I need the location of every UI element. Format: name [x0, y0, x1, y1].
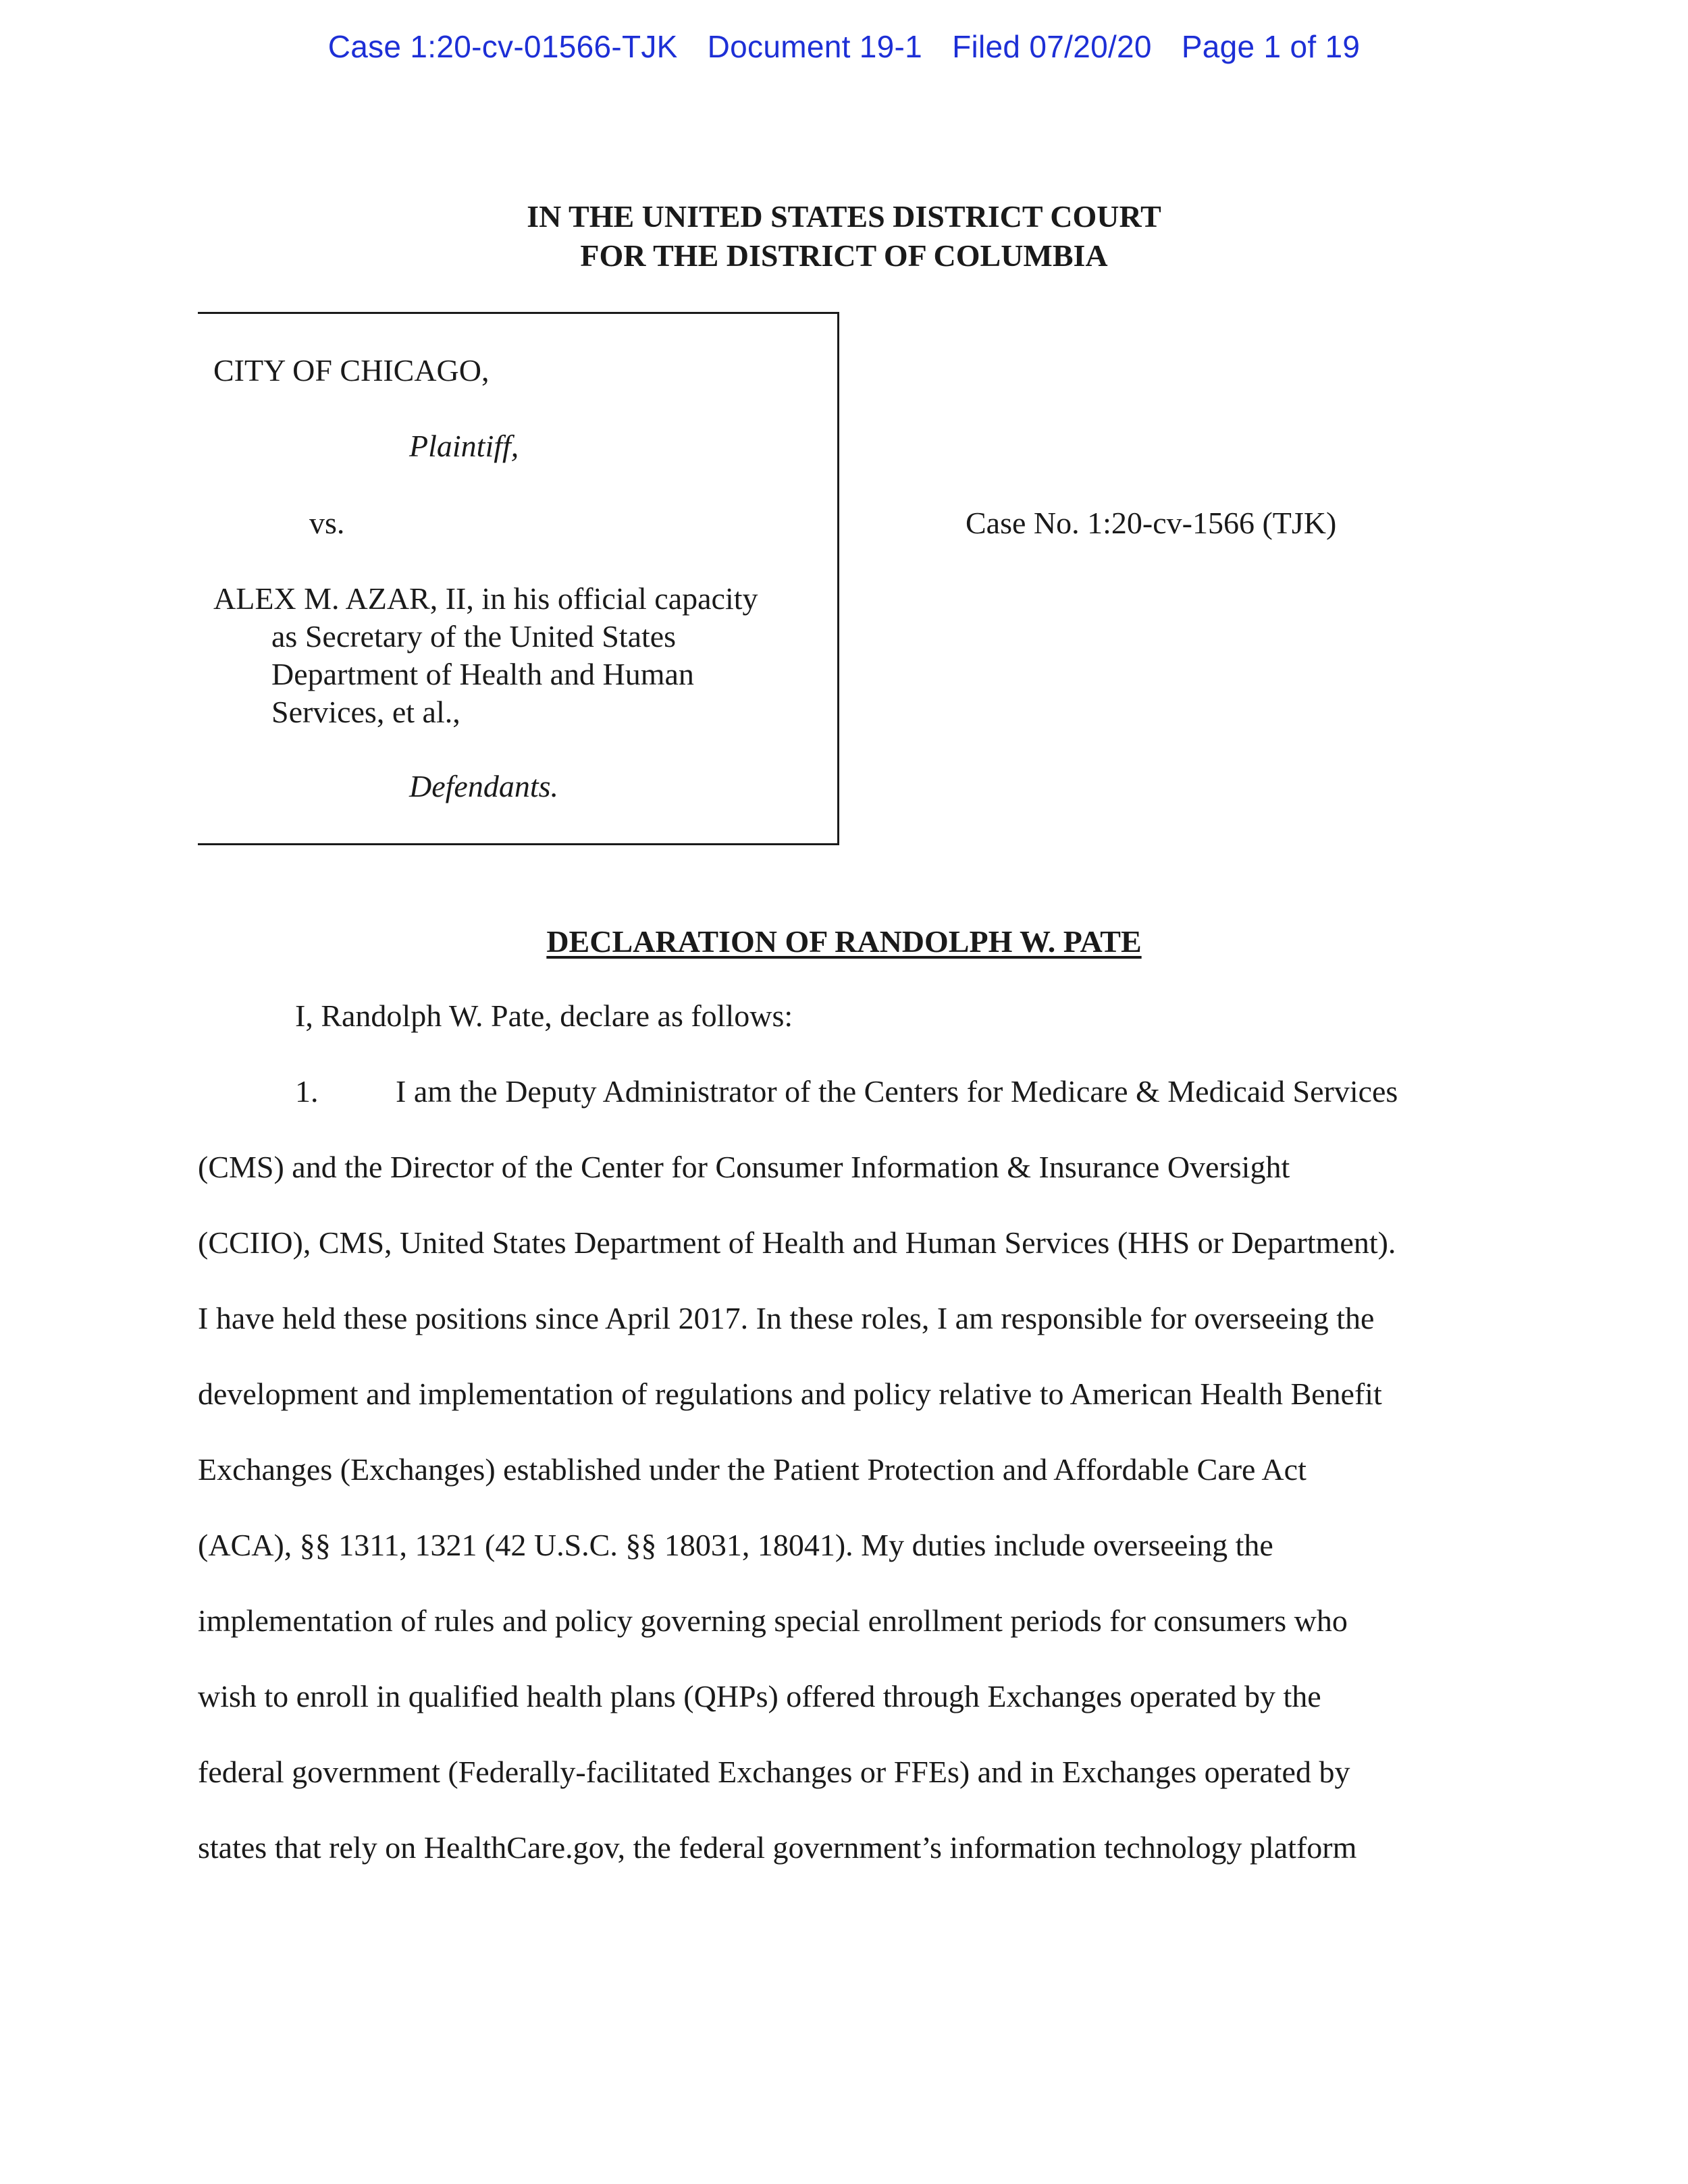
paragraph-line: wish to enroll in qualified health plans (QHPs) offered through Exchanges operated by the	[198, 1679, 1321, 1713]
paragraph-line: (ACA), §§ 1311, 1321 (42 U.S.C. §§ 18031, 18041). My duties include overseeing the	[198, 1528, 1273, 1562]
court-line-2: FOR THE DISTRICT OF COLUMBIA	[580, 238, 1108, 273]
paragraph-line: federal government (Federally-facilitated Exchanges or FFEs) and in Exchanges operated by	[198, 1755, 1350, 1789]
paragraph-line: Exchanges (Exchanges) established under the Patient Protection and Affordable Care Act	[198, 1452, 1307, 1487]
paragraph-number: 1.	[295, 1074, 319, 1109]
paragraph-line: development and implementation of regulations and policy relative to American Health Benefit	[198, 1377, 1382, 1411]
paragraph-line: (CMS) and the Director of the Center for Consumer Information & Insurance Oversight	[198, 1150, 1290, 1184]
paragraph-line: states that rely on HealthCare.gov, the federal government’s information technology platform	[198, 1830, 1357, 1865]
paragraph-first-line: I am the Deputy Administrator of the Centers for Medicare & Medicaid Services	[396, 1074, 1398, 1109]
paragraph-line: implementation of rules and policy governing special enrollment periods for consumers who	[198, 1603, 1348, 1638]
defendant-line-1: ALEX M. AZAR, II, in his official capacity	[213, 581, 758, 616]
case-number: Case No. 1:20-cv-1566 (TJK)	[966, 506, 1337, 540]
defendant-line-2: as Secretary of the United States	[271, 619, 677, 654]
declaration-intro: I, Randolph W. Pate, declare as follows:	[295, 998, 793, 1033]
versus-label: vs.	[309, 506, 345, 540]
filing-stamp	[0, 28, 1688, 65]
plaintiff-role: Plaintiff,	[409, 429, 519, 463]
case-caption-box	[198, 312, 839, 845]
stamp-page: Page 1 of 19	[1181, 29, 1361, 64]
stamp-filed: Filed 07/20/20	[952, 29, 1152, 64]
defendant-line-4: Services, et al.,	[271, 695, 460, 729]
paragraph-line: I have held these positions since April 2017. In these roles, I am responsible for overseeing the	[198, 1301, 1375, 1335]
stamp-case: Case 1:20-cv-01566-TJK	[327, 29, 678, 64]
court-title	[0, 197, 1688, 275]
stamp-document: Document 19-1	[707, 29, 923, 64]
declaration-title: DECLARATION OF RANDOLPH W. PATE	[546, 924, 1142, 959]
paragraph-line: (CCIIO), CMS, United States Department of Health and Human Services (HHS or Department).	[198, 1225, 1396, 1260]
plaintiff-name: CITY OF CHICAGO,	[213, 353, 490, 388]
court-line-1: IN THE UNITED STATES DISTRICT COURT	[527, 199, 1161, 234]
defendant-line-3: Department of Health and Human	[271, 657, 694, 691]
defendant-role: Defendants.	[409, 769, 559, 803]
